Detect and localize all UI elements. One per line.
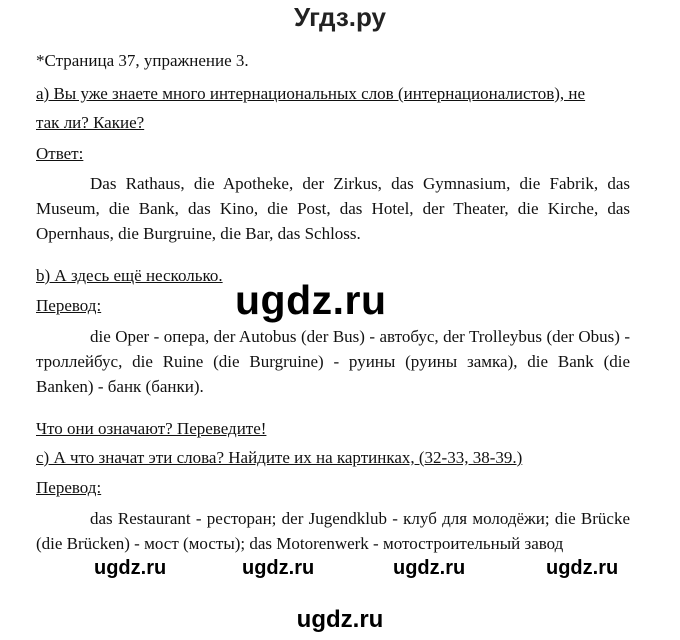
- site-title: Угдз.ру: [294, 2, 386, 32]
- answer-label: Ответ:: [36, 144, 84, 163]
- watermark-footer: ugdz.ru: [296, 606, 384, 633]
- translation-label-c: Перевод:: [36, 478, 102, 497]
- watermark-row-item: ugdz.ru: [242, 557, 315, 579]
- part-a-question-line-1: а) Вы уже знаете много интернациональных слов (интернационалистов), не: [36, 84, 586, 103]
- watermark-row-item: ugdz.ru: [393, 557, 466, 579]
- translation-c-text: das Restaurant - ресторан; der Jugendklub - клуб для молодёжи; die Brücke (die Brücken) - мост (мосты); das Motorenwerk - мотостроительный завод: [36, 509, 630, 553]
- answer-text: Das Rathaus, die Apotheke, der Zirkus, das Gymnasium, die Fabrik, das Museum, die Bank, das Kino, die Post, das Hotel, der Theater, die Kirche, das Opernhaus, die Burgruine, die Bar, das Schloss.: [36, 174, 630, 243]
- part-b-title: b) А здесь ещё несколько.: [36, 266, 223, 285]
- watermark-row-item: ugdz.ru: [546, 557, 619, 579]
- watermark-center: ugdz.ru: [235, 277, 387, 323]
- translate-question: Что они означают? Переведите!: [36, 419, 267, 438]
- page-reference: *Страница 37, упражнение 3.: [36, 51, 249, 70]
- translation-label-b: Перевод:: [36, 296, 102, 315]
- part-c-title: с) А что значат эти слова? Найдите их на картинках, (32-33, 38-39.): [36, 448, 523, 467]
- part-a-question-line-2: так ли? Какие?: [36, 113, 145, 132]
- translation-b-text: die Oper - опера, der Autobus (der Bus) - автобус, der Trolleybus (der Obus) - троллейбус, die Ruine (die Burgruine) - руины (руины замка), die Bank (die Banken) - банк (банки).: [36, 327, 630, 396]
- watermark-row-item: ugdz.ru: [94, 557, 167, 579]
